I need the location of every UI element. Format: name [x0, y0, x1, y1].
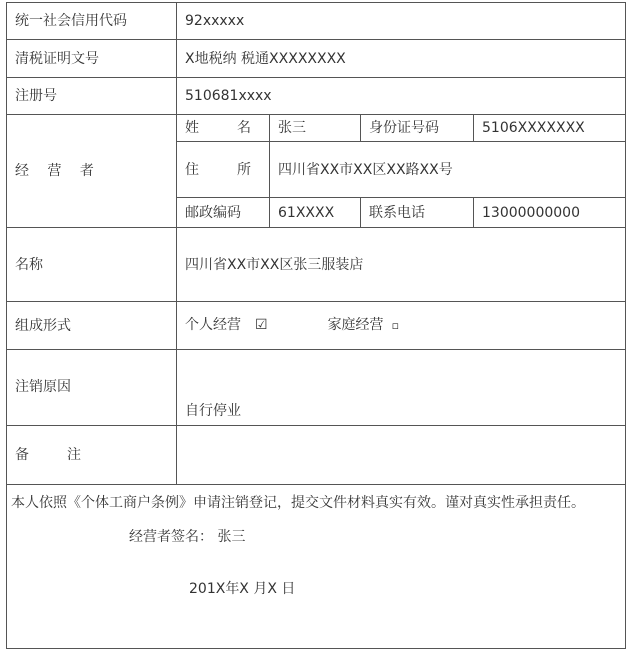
family-checkbox-unchecked[interactable]: ▫: [391, 319, 400, 332]
remark-value: [177, 426, 626, 485]
credit-code-label: 统一社会信用代码: [7, 3, 177, 40]
tax-cert-value: X地税纳 税通XXXXXXXX: [177, 40, 626, 78]
org-form-row: [7, 302, 626, 350]
operator-id-value: 5106XXXXXXX: [474, 115, 626, 142]
reason-label: 注销原因: [15, 379, 71, 395]
operator-name-value: 张三: [270, 115, 361, 142]
signature-date: 201X年X 月X 日: [189, 581, 296, 597]
remark-row: [7, 426, 626, 485]
remark-label: [7, 426, 177, 485]
operator-label-text: 经 营 者: [15, 163, 101, 179]
operator-address-label: [177, 142, 270, 198]
business-name-label: 名称: [7, 228, 177, 302]
credit-code-value: 92xxxxx: [177, 3, 626, 40]
operator-row-name: [7, 115, 626, 142]
individual-checkbox-checked[interactable]: ☑: [255, 317, 268, 333]
operator-postcode-value: 61XXXX: [270, 198, 361, 228]
credit-code-row: [7, 3, 626, 40]
reg-no-label: 注册号: [7, 78, 177, 115]
operator-id-label: 身份证号码: [361, 115, 474, 142]
individual-option-label: 个人经营: [185, 317, 241, 333]
tax-cert-row: [7, 40, 626, 78]
signature-label: 经营者签名：: [129, 529, 213, 545]
deregistration-form-table: [6, 2, 626, 649]
reason-value: 自行停业: [185, 403, 241, 419]
operator-postcode-label: 邮政编码: [177, 198, 270, 228]
reason-label-cell: [7, 350, 177, 426]
reason-row: [7, 350, 626, 426]
operator-address-value: 四川省XX市XX区XX路XX号: [270, 142, 626, 198]
operator-phone-label: 联系电话: [361, 198, 474, 228]
reg-no-row: [7, 78, 626, 115]
operator-label: [7, 115, 177, 228]
operator-name-label: [177, 115, 270, 142]
tax-cert-label: 清税证明文号: [7, 40, 177, 78]
reg-no-value: 510681xxxx: [177, 78, 626, 115]
declaration-cell: [7, 485, 626, 649]
business-name-row: [7, 228, 626, 302]
family-option-label: 家庭经营: [327, 317, 384, 333]
signature-line: [11, 528, 619, 546]
remark-label-text: 备 注: [15, 447, 98, 463]
declaration-text: 本人依照《个体工商户条例》申请注销登记，提交文件材料真实有效。谨对真实性承担责任。: [11, 495, 585, 511]
signature-name: 张三: [217, 529, 246, 545]
operator-name-label-text: 姓 名: [185, 120, 268, 136]
org-form-label: 组成形式: [7, 302, 177, 350]
reason-value-cell: [177, 350, 626, 426]
org-form-options: [177, 302, 626, 350]
operator-address-label-text: 住 所: [185, 161, 268, 178]
operator-phone-value: 13000000000: [474, 198, 626, 228]
declaration-row: [7, 485, 626, 649]
business-name-value: 四川省XX市XX区张三服装店: [177, 228, 626, 302]
